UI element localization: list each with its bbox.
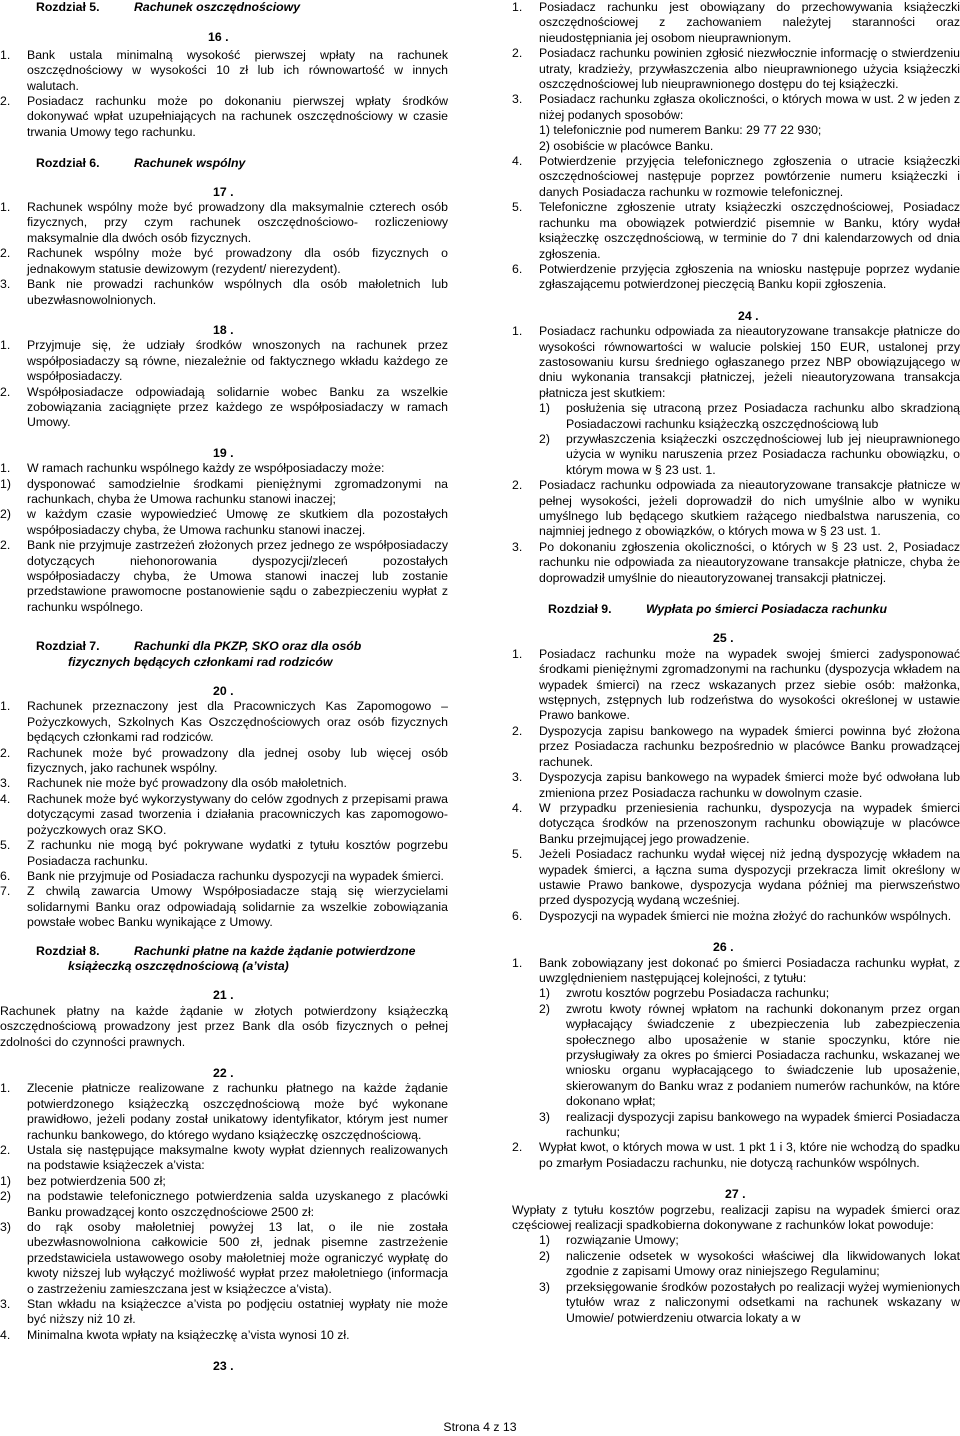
- chapter-7-heading: [0, 639, 448, 670]
- list-item: [0, 699, 448, 745]
- sub-item-text: realizacji dyspozycji zapisu bankowego na wypadek śmierci Posiadacza rachunku;: [566, 1109, 960, 1140]
- sub-item-number: 1): [539, 1233, 550, 1248]
- section-22-items: [0, 1081, 448, 1343]
- sub-item-number: 3): [539, 1109, 550, 1124]
- item-number: 2.: [0, 94, 11, 109]
- item-text: Z chwilą zawarcia Umowy Współposiadacze stają się wierzycielami solidarnymi Banku oraz odpowiadają solidarnie za wszelkie zobowiązania powstałe wobec Banku wynikające z Umowy.: [27, 884, 448, 930]
- sub-item-text: na podstawie telefonicznego potwierdzenia salda uzyskanego z placówki Banku prowadzącej konto oszczędnościowe 2500 zł:: [27, 1189, 448, 1219]
- item-number: 4.: [512, 154, 523, 169]
- item-text: Posiadacz rachunku może po dokonaniu pierwszej wpłaty środków dokonywać wpłat uzupełniających na rachunek oszczędnościowy w czasie trwania Umowy tego rachunku.: [27, 94, 448, 139]
- sub-item-number: 1): [0, 476, 11, 491]
- list-item: [512, 262, 960, 293]
- sub-item-number: 3): [0, 1220, 11, 1235]
- sub-item: [539, 1280, 960, 1326]
- section-27-text: Wypłaty z tytułu kosztów pogrzebu, realizacji zapisu na wypadek śmierci oraz częściowej realizacji spadkobierna dokonywane z rachunków lokat powoduje:: [512, 1202, 960, 1233]
- sub-line: 1) telefonicznie pod numerem Banku: 29 77 22 930;: [539, 123, 822, 138]
- section-22-number: 22 .: [213, 1065, 234, 1080]
- item-number: 1.: [0, 1081, 11, 1096]
- item-text: Po dokonaniu zgłoszenia okoliczności, o których w § 23 ust. 2, Posiadacz rachunku nie odpowiada za nieautoryzowane transakcje płatnicze, chyba że doprowadził umyślnie do nieautoryzowanej transakcji płatniczej.: [539, 539, 960, 585]
- item-text: Rachunek wspólny może być prowadzony dla osób fizycznych o jednakowym statusie dewizowym (rezydent/ nierezydent).: [27, 246, 448, 276]
- item-text: Posiadacz rachunku jest obowiązany do przechowywania książeczki oszczędnościowej z zachowaniem należytej staranności oraz nieudostępniania jej osobom nieuprawnionym.: [539, 0, 960, 45]
- item-number: 6.: [512, 261, 523, 276]
- list-item: [0, 338, 448, 384]
- chapter-8-heading: [0, 944, 448, 975]
- item-text: Współposiadacze odpowiadają solidarnie wobec Banku za wszelkie zobowiązania zaciągnięte przez każdego ze współposiadaczy w ramach Umowy.: [27, 384, 448, 430]
- item-number: 2.: [0, 1143, 11, 1157]
- list-item: [512, 540, 960, 586]
- sub-item-text: do rąk osoby małoletniej powyżej 13 lat, o ile nie została ubezwłasnowolniona całkowicie 500 zł, jednak pisemne zastrzeżenie przedstawiciela ustawowego osoby małoletniej może ograniczyć wypłatę do kwoty niższej lub wyłączyć możliwość wypłat przez małoletniego (informacja o zastrzeżeniu zamieszczana jest w książeczce a’vista).: [27, 1220, 448, 1296]
- right-column: [512, 0, 960, 1326]
- sub-item: [0, 1220, 448, 1297]
- list-item: [0, 776, 448, 791]
- list-item: [512, 724, 960, 770]
- section-18-number: 18 .: [213, 322, 234, 337]
- item-number: 2.: [512, 723, 523, 738]
- chapter-title: Rachunki dla PKZP, SKO oraz dla osób: [134, 639, 362, 654]
- item-number: 1.: [512, 646, 523, 661]
- list-item: [512, 154, 960, 200]
- left-column: [0, 0, 448, 1375]
- item-number: 2.: [512, 46, 523, 61]
- section-24-items: [512, 324, 960, 586]
- sub-line: 2) osobiście w placówce Banku.: [539, 138, 714, 153]
- chapter-9-heading: [512, 602, 960, 617]
- sub-item-text: przywłaszczenia książeczki oszczędnościowej lub jej nieuprawnionego użycia w wyniku naruszenia przez Posiadacza rachunku obowiązku, o którym mowa w § 23 ust. 1.: [566, 431, 960, 477]
- item-text: W przypadku przeniesienia rachunku, dyspozycja na wypadek śmierci dotycząca środków na przenoszonym rachunku obowiązuje w placówce Banku przejmującej jego prowadzenie.: [539, 800, 960, 846]
- list-item: [0, 1143, 448, 1174]
- item-number: 3.: [0, 1297, 11, 1312]
- chapter-title-line2: książeczką oszczędnościową (a’vista): [68, 958, 289, 973]
- page-footer: Strona 4 z 13: [443, 1420, 517, 1434]
- item-number: 6.: [0, 868, 11, 883]
- item-text: Ustala się następujące maksymalne kwoty wypłat dziennych realizowanych na podstawie książeczek a’vista:: [27, 1143, 448, 1173]
- list-item: [512, 46, 960, 92]
- section-26-items: [512, 956, 960, 1172]
- list-item: [512, 200, 960, 262]
- sub-item: [0, 477, 448, 508]
- sub-item-text: rozwiązanie Umowy;: [566, 1233, 679, 1248]
- item-text: Zlecenie płatnicze realizowane z rachunku płatnego na każde żądanie potwierdzonego książeczką oszczędnościową może być wykonane prawidłowo, jeżeli podany został unikatowy identyfikator, którym jest numer rachunku bankowego, do którego wydano książeczkę oszczędnościową.: [27, 1081, 448, 1142]
- item-number: 1.: [512, 324, 523, 339]
- chapter-label: Rozdział 8.: [36, 943, 100, 958]
- chapter-label: Rozdział 9.: [548, 602, 612, 617]
- chapter-label: Rozdział 6.: [36, 156, 100, 171]
- list-item: [512, 647, 960, 724]
- list-item: [0, 838, 448, 869]
- item-text: Posiadacz rachunku odpowiada za nieautoryzowane transakcje płatnicze w pełnej wysokości, jeżeli doprowadził do nich umyślnie albo w wyniku umyślnego lub będącego skutkiem rażącego niedbalstwa naruszenia, co najmniej jednego z obowiązków, o których mowa w § 23 ust. 1.: [539, 478, 960, 539]
- list-item: [512, 324, 960, 401]
- item-text: Bank nie przyjmuje zastrzeżeń złożonych przez jednego ze współposiadaczy dotyczących niehonorowania dyspozycji/zleceń pozostałych współposiadaczy chyba, że Umowa stanowi inaczej lub zostanie przedstawione prawomocne postanowienie sądu o zabezpieczeniu wypłat z rachunku wspólnego.: [27, 538, 448, 614]
- list-item: [0, 538, 448, 615]
- item-number: 3.: [512, 92, 523, 107]
- sub-item-text: zwrotu kosztów pogrzebu Posiadacza rachunku;: [566, 986, 830, 1001]
- item-text: Bank zobowiązany jest dokonać po śmierci Posiadacza rachunku wypłat, z uwzględnieniem następującej kolejności, z tytułu:: [539, 955, 960, 985]
- sub-item: [0, 1174, 448, 1189]
- item-number: 2.: [0, 384, 11, 399]
- section-23-items: [512, 0, 960, 293]
- item-text: Dyspozycja zapisu bankowego na wypadek śmierci powinna być złożona przez Posiadacza rachunku bezpośrednio w placówce Banku prowadzącej rachunek.: [539, 723, 960, 769]
- item-text: Rachunek może być wykorzystywany do celów zgodnych z przepisami prawa dotyczącymi zasad tworzenia i działania pracowniczych kas zapomogowo-pożyczkowych oraz SKO.: [27, 791, 449, 837]
- item-text: Posiadacz rachunku może na wypadek swojej śmierci zadysponować środkami pieniężnymi zgromadzonymi na rachunku (dyspozycja wkładem na wypadek śmierci) na rzecz wskazanych przez siebie osób: małżonka, wstępnych, zstępnych lub rodzeństwa do wysokości określonej w ustawie Prawo bankowe.: [539, 646, 960, 723]
- list-item: [512, 909, 960, 924]
- section-21-number: 21 .: [213, 988, 234, 1003]
- section-16-items: [0, 48, 448, 140]
- item-text: Przyjmuje się, że udziały środków wnoszonych na rachunek przez współposiadaczy są równe, niezależnie od faktycznego wkładu każdego ze współposiadaczy.: [27, 338, 448, 384]
- item-number: 6.: [512, 908, 523, 923]
- list-item: [0, 1081, 448, 1143]
- sub-item: [0, 507, 448, 538]
- item-text: Bank nie prowadzi rachunków wspólnych dla osób małoletnich lub ubezwłasnowolnionych.: [27, 277, 448, 307]
- list-item: [512, 956, 960, 987]
- item-text: Rachunek wspólny może być prowadzony dla maksymalnie czterech osób fizycznych, przy czym rachunek oszczędnościowo- rozliczeniowy maksymalnie dla dwóch osób fizycznych.: [27, 200, 448, 245]
- sub-item-number: 3): [539, 1279, 550, 1294]
- item-text: Bank ustala minimalną wysokość pierwszej wpłaty na rachunek oszczędnościowy w wysokości 10 zł lub ich równowartość w innych walutach.: [27, 47, 448, 93]
- sub-item-number: 1): [539, 401, 550, 416]
- list-item: [0, 200, 448, 246]
- item-text: Posiadacz rachunku odpowiada za nieautoryzowane transakcje płatnicze do wysokości równowartości w walucie polskiej 150 EUR, ustalonej przy zastosowaniu kursu średniego ogłaszanego przez NBP obowiązującego w dniu wykonania transakcji płatniczej, jeżeli nieautoryzowana transakcja płatnicza jest skutkiem:: [539, 324, 960, 400]
- section-25-number: 25 .: [713, 631, 734, 646]
- list-item: [0, 277, 448, 308]
- item-number: 4.: [512, 800, 523, 815]
- item-number: 1.: [0, 699, 11, 714]
- sub-item-number: 2): [0, 1189, 11, 1204]
- item-text: Potwierdzenie przyjęcia zgłoszenia na wniosku następuje poprzez wydanie zgłaszającemu potwierdzonej pieczęcią Banku kopii zgłoszenia.: [539, 261, 960, 292]
- list-item: [0, 746, 448, 777]
- section-23-number: 23 .: [213, 1359, 234, 1374]
- sub-item-text: bez potwierdzenia 500 zł;: [27, 1173, 166, 1188]
- item-number: 2.: [0, 246, 11, 261]
- list-item: [512, 478, 960, 540]
- chapter-label: Rozdział 7.: [36, 639, 100, 654]
- sub-item: [539, 1110, 960, 1141]
- list-item: [512, 847, 960, 909]
- section-20-number: 20 .: [213, 684, 234, 699]
- item-number: 2.: [0, 745, 11, 760]
- item-number: 3.: [0, 277, 11, 292]
- sub-item-number: 1): [0, 1173, 11, 1188]
- item-number: 1.: [512, 955, 523, 970]
- item-number: 1.: [512, 0, 523, 14]
- item-text: Posiadacz rachunku zgłasza okoliczności, o których mowa w ust. 2 w jeden z niżej podanych sposobów:: [539, 92, 960, 122]
- item-number: 1.: [0, 200, 11, 215]
- item-number: 5.: [0, 838, 11, 853]
- chapter-label: Rozdział 5.: [36, 0, 100, 14]
- item-text: Minimalna kwota wpłaty na książeczkę a’vista wynosi 10 zł.: [27, 1327, 350, 1342]
- item-text: Wypłat kwot, o których mowa w ust. 1 pkt 1 i 3, które nie wchodzą do spadku po zmarłym Posiadaczu rachunku, nie dotyczą rachunków wspólnych.: [539, 1140, 960, 1170]
- section-17-items: [0, 200, 448, 308]
- item-number: 3.: [0, 776, 11, 791]
- item-number: 5.: [512, 847, 523, 862]
- sub-item: [539, 1233, 960, 1248]
- item-number: 1.: [0, 47, 11, 62]
- sub-item: [0, 1189, 448, 1220]
- item-text: Z rachunku nie mogą być pokrywane wydatki z tytułu kosztów pogrzebu Posiadacza rachunku.: [27, 838, 448, 868]
- chapter-6-heading: [0, 156, 448, 171]
- list-item: [0, 461, 448, 476]
- item-text: Posiadacz rachunku powinien zgłosić niezwłocznie informację o stwierdzeniu utraty, kradzieży, przywłaszczenia albo nieuprawnionego użycia książeczki oszczędnościowej lub nieuprawnionego dostępu do tej książeczki.: [539, 46, 960, 92]
- item-text: Stan wkładu na książeczce a’vista po podjęciu ostatniej wypłaty nie może być niższy niż 10 zł.: [27, 1297, 448, 1327]
- chapter-title: Rachunek wspólny: [134, 156, 246, 171]
- item-number: 1.: [0, 461, 11, 476]
- section-19-items: [0, 461, 448, 615]
- item-text: Rachunek przeznaczony jest dla Pracowniczych Kas Zapomogowo – Pożyczkowych, Szkolnych Kas Oszczędnościowych oraz osób fizycznych będących członkami rad rodziców.: [27, 699, 448, 745]
- item-number: 2.: [512, 1140, 523, 1155]
- sub-item-text: zwrotu kwoty równej wpłatom na rachunki dokonanym przez organ wypłacający świadczenie z ubezpieczenia lub zabezpieczenia społecznego albo uposażenie w stanie spoczynku, które nie przysługiwały za okres po śmierci Posiadacza rachunku, wskazanej we wniosku organu wypłacającego to świadczenie lub uposażenie, skierowanym do Banku wraz z podaniem numerów rachunków, na które dokonano wpłat;: [566, 1001, 960, 1109]
- sub-item: [539, 986, 960, 1001]
- section-17-number: 17 .: [213, 184, 234, 199]
- sub-item: [539, 1002, 960, 1110]
- item-number: 4.: [0, 791, 11, 806]
- item-number: 5.: [512, 200, 523, 215]
- sub-item-number: 2): [539, 1248, 550, 1263]
- list-item: [0, 792, 448, 838]
- item-text: Telefoniczne zgłoszenie utraty książeczki oszczędnościowej, Posiadacz rachunku ma obowiązek potwierdzić pisemnie w Banku, który wydał książeczkę oszczędnościową, w terminie do 7 dni kalendarzowych od dnia zgłoszenia.: [539, 200, 960, 261]
- item-number: 3.: [512, 539, 523, 554]
- sub-item-text: przeksięgowanie środków pozostałych po realizacji wyżej wymienionych tytułów wraz z naliczonymi odsetkami na rachunek wskazany w Umowie/ potwierdzeniu otwarcia lokaty a w: [566, 1279, 960, 1325]
- item-number: 4.: [0, 1327, 11, 1342]
- list-item: [512, 0, 960, 46]
- list-item: [0, 1297, 448, 1328]
- sub-item-text: naliczenie odsetek w wysokości właściwej dla likwidowanych lokat zgodnie z zapisami Umowy oraz niniejszego Regulaminu;: [566, 1248, 960, 1279]
- section-19-number: 19 .: [213, 445, 234, 460]
- section-18-items: [0, 338, 448, 430]
- sub-item: [539, 432, 960, 478]
- list-item: [0, 48, 448, 94]
- item-number: 1.: [0, 338, 11, 353]
- section-21-text: Rachunek płatny na każde żądanie w złotych potwierdzony książeczką oszczędnościową prowadzony jest przez Bank dla osób fizycznych o pełnej zdolności do czynności prawnych.: [0, 1003, 448, 1049]
- item-text: Dyspozycja zapisu bankowego na wypadek śmierci może być odwołana lub zmieniona przez Posiadacza rachunku w dowolnym czasie.: [539, 770, 960, 800]
- item-text: Jeżeli Posiadacz rachunku wydał więcej niż jedną dyspozycję wkładem na wypadek śmierci, a łączna suma dyspozycji przekracza limit określony w ustawie Prawo bankowe, dyspozycja wydana później ma pierwszeństwo przed dyspozycją wydaną wcześniej.: [539, 847, 960, 908]
- sub-item-number: 2): [0, 507, 11, 522]
- section-24-number: 24 .: [738, 308, 759, 323]
- item-text: Dyspozycji na wypadek śmierci nie można złożyć do rachunków wspólnych.: [539, 908, 952, 923]
- list-item: [0, 1328, 448, 1343]
- chapter-title-line2: fizycznych będących członkami rad rodziców: [68, 654, 333, 669]
- section-27-items: [512, 1233, 960, 1325]
- item-text: Rachunek nie może być prowadzony dla osób małoletnich.: [27, 776, 347, 791]
- sub-item-text: dysponować samodzielnie środkami pieniężnymi zgromadzonymi na rachunkach, chyba że Umowa rachunku stanowi inaczej;: [27, 476, 448, 506]
- list-item: [0, 884, 448, 930]
- sub-item: [539, 401, 960, 432]
- item-number: 2.: [512, 478, 523, 493]
- list-item: [512, 801, 960, 847]
- list-item: [0, 94, 448, 140]
- list-item: [512, 92, 960, 123]
- item-number: 7.: [0, 884, 11, 899]
- item-text: Rachunek może być prowadzony dla jednej osoby lub więcej osób fizycznych, jako rachunek wspólny.: [27, 745, 448, 776]
- chapter-title: Wypłata po śmierci Posiadacza rachunku: [646, 602, 888, 617]
- sub-item-text: posłużenia się utraconą przez Posiadacza rachunku albo skradzioną Posiadaczowi rachunku książeczką oszczędnościową lub: [566, 401, 960, 431]
- list-item: [0, 385, 448, 431]
- list-item: [512, 1140, 960, 1171]
- chapter-title: Rachunki płatne na każde żądanie potwierdzone: [134, 943, 416, 958]
- section-16-number: 16 .: [208, 30, 229, 45]
- chapter-5-heading: [0, 0, 448, 15]
- list-item: [0, 869, 448, 884]
- item-number: 3.: [512, 770, 523, 785]
- item-text: W ramach rachunku wspólnego każdy ze współposiadaczy może:: [27, 461, 385, 476]
- sub-item: [539, 1249, 960, 1280]
- section-26-number: 26 .: [713, 940, 734, 955]
- sub-item-text: w każdym czasie wypowiedzieć Umowę ze skutkiem dla pozostałych współposiadaczy chyba, że Umowa rachunku stanowi inaczej.: [27, 507, 448, 537]
- section-27-number: 27 .: [725, 1187, 746, 1202]
- item-text: Potwierdzenie przyjęcia telefonicznego zgłoszenia o utracie książeczki oszczędnościowej następuje poprzez powtórzenie numeru książeczki i danych Posiadacza rachunku w rozmowie telefonicznej.: [539, 154, 960, 199]
- section-20-items: [0, 699, 448, 930]
- chapter-title: Rachunek oszczędnościowy: [134, 0, 301, 14]
- list-item: [0, 246, 448, 277]
- list-item: [512, 770, 960, 801]
- item-number: 2.: [0, 538, 11, 553]
- item-text: Bank nie przyjmuje od Posiadacza rachunku dyspozycji na wypadek śmierci.: [27, 868, 444, 883]
- section-25-items: [512, 647, 960, 924]
- sub-item-number: 2): [539, 1001, 550, 1016]
- sub-item-number: 1): [539, 986, 550, 1001]
- sub-item-number: 2): [539, 431, 550, 446]
